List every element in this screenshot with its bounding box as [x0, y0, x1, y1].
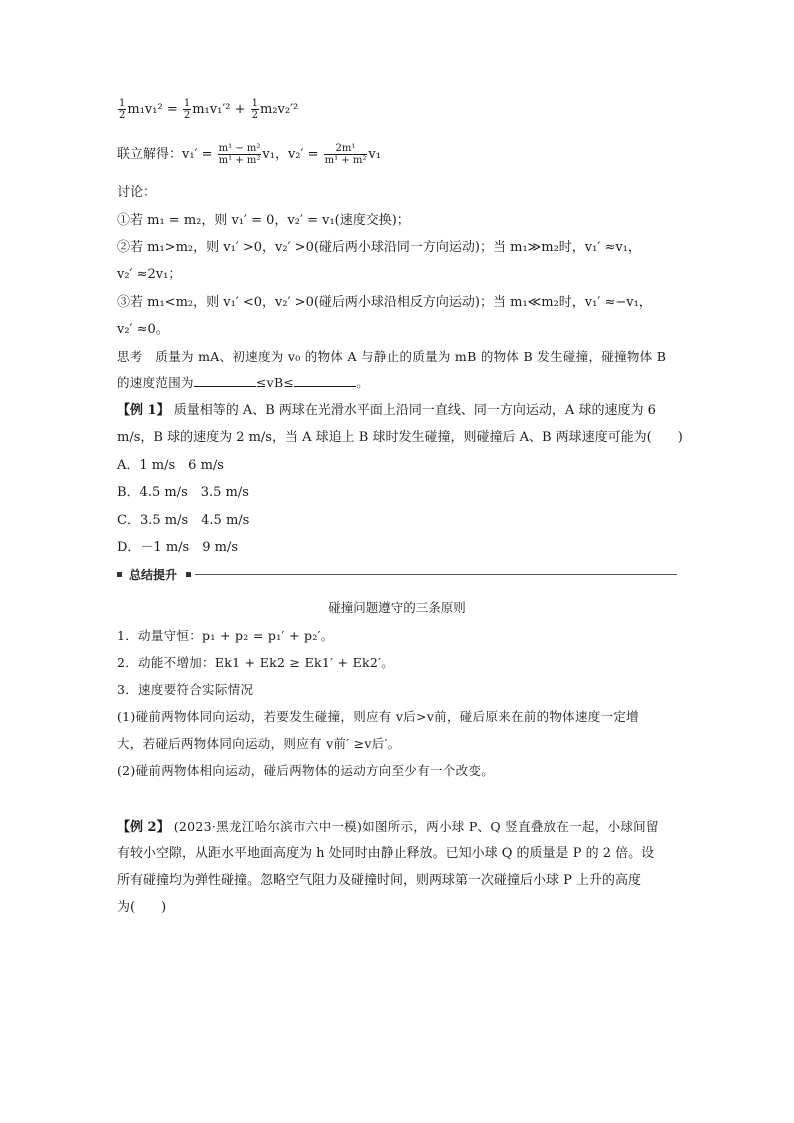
example-2-line-4: 为( )	[117, 900, 167, 915]
fraction: $\frac{1}{2}$	[251, 98, 259, 121]
square-bullet-icon	[186, 572, 191, 577]
option-b: B．4.5 m/s 3.5 m/s	[117, 485, 249, 500]
example-1-line-2: m/s，B 球的速度为 2 m/s，当 A 球追上 B 球时发生碰撞，则碰撞后 A、B 两球速度可能为( )	[117, 430, 683, 445]
case-2-line-2: v₂′ ≈2v₁；	[117, 267, 182, 282]
principle-3-1-line-2: 大，若碰后两物体同向运动，则应有 v前′ ≥v后′。	[117, 736, 401, 751]
case-3-line-1: ③若 m₁<m₂，则 v₁′ <0，v₂′ >0(碰后两小球沿相反方向运动)；当 m₁≪m₂时，v₁′ ≈−v₁，	[117, 295, 652, 310]
principle-3: 3．速度要符合实际情况	[117, 682, 254, 697]
fraction: $\frac{1}{2}$	[119, 98, 126, 121]
think-line-2: 的速度范围为 ≤vB≤ 。	[117, 375, 370, 390]
example-2-line-2: 有较小空隙，从距水平地面高度为 h 处同时由静止释放。已知小球 Q 的质量是 P 的 2 倍。设	[117, 846, 655, 861]
square-bullet-icon	[117, 572, 122, 577]
option-a: A．1 m/s 6 m/s	[117, 458, 224, 473]
summary-heading	[117, 566, 677, 584]
solution-equation: 联立解得：v₁′ = $\frac{\text{m¹ − m²}}{\text{m¹ + m²}}$ v₁，v₂′ = $\frac{\text{2m¹}}{\text{m¹ + m²}}$ v₁	[117, 143, 381, 166]
principle-2: 2．动能不增加：Ek1 + Ek2 ≥ Ek1′ + Ek2′。	[117, 655, 395, 670]
think-line-1: 思考 质量为 mA、初速度为 v₀ 的物体 A 与静止的质量为 mB 的物体 B 发生碰撞，碰撞物体 B	[117, 349, 667, 364]
option-c: C．3.5 m/s 4.5 m/s	[117, 513, 250, 528]
fraction: $\frac{1}{2}$	[183, 98, 191, 121]
case-2-line-1: ②若 m₁>m₂，则 v₁′ >0，v₂′ >0(碰后两小球沿同一方向运动)；当 m₁≫m₂时，v₁′ ≈v₁，	[117, 240, 641, 255]
example-tag: 【例 1】	[117, 403, 170, 418]
fraction: $\frac{\text{m¹ − m²}}{\text{m¹ + m²}}$	[218, 143, 261, 166]
energy-equation: $\frac{1}{2}$ m₁v₁² = $\frac{1}{2}$ m₁v₁′² + $\frac{1}{2}$ m₂v₂′²	[119, 98, 299, 121]
summary-heading-text: 总结提升	[129, 568, 178, 582]
fraction: $\frac{\text{2m¹}}{\text{m¹ + m²}}$	[324, 143, 367, 166]
case-1: ①若 m₁ = m₂，则 v₁′ = 0，v₂′ = v₁(速度交换)；	[117, 213, 410, 228]
option-d: D．－1 m/s 9 m/s	[117, 540, 238, 555]
summary-title: 碰撞问题遵守的三条原则	[328, 600, 466, 615]
divider	[195, 574, 677, 575]
principle-3-1-line-1: (1)碰前两物体同向运动，若要发生碰撞，则应有 v后>v前，碰后原来在前的物体速度一定增	[117, 709, 639, 724]
answer-blank	[294, 374, 356, 387]
example-tag: 【例 2】	[117, 820, 170, 835]
example-2-line-1: 【例 2】 (2023·黑龙江哈尔滨市六中一模)如图所示，两小球 P、Q 竖直叠放在一起，小球间留	[117, 819, 659, 835]
discussion-label: 讨论：	[117, 185, 157, 200]
case-3-line-2: v₂′ ≈0。	[117, 322, 169, 337]
principle-3-2: (2)碰前两物体相向运动，碰后两物体的运动方向至少有一个改变。	[117, 763, 495, 778]
principle-1: 1．动量守恒：p₁ + p₂ = p₁′ + p₂′。	[117, 628, 334, 643]
answer-blank	[194, 374, 256, 387]
example-1-line-1: 【例 1】 质量相等的 A、B 两球在光滑水平面上沿同一直线、同一方向运动，A 球的速度为 6	[117, 403, 656, 418]
example-2-line-3: 所有碰撞均为弹性碰撞。忽略空气阻力及碰撞时间，则两球第一次碰撞后小球 P 上升的高度	[117, 873, 642, 888]
